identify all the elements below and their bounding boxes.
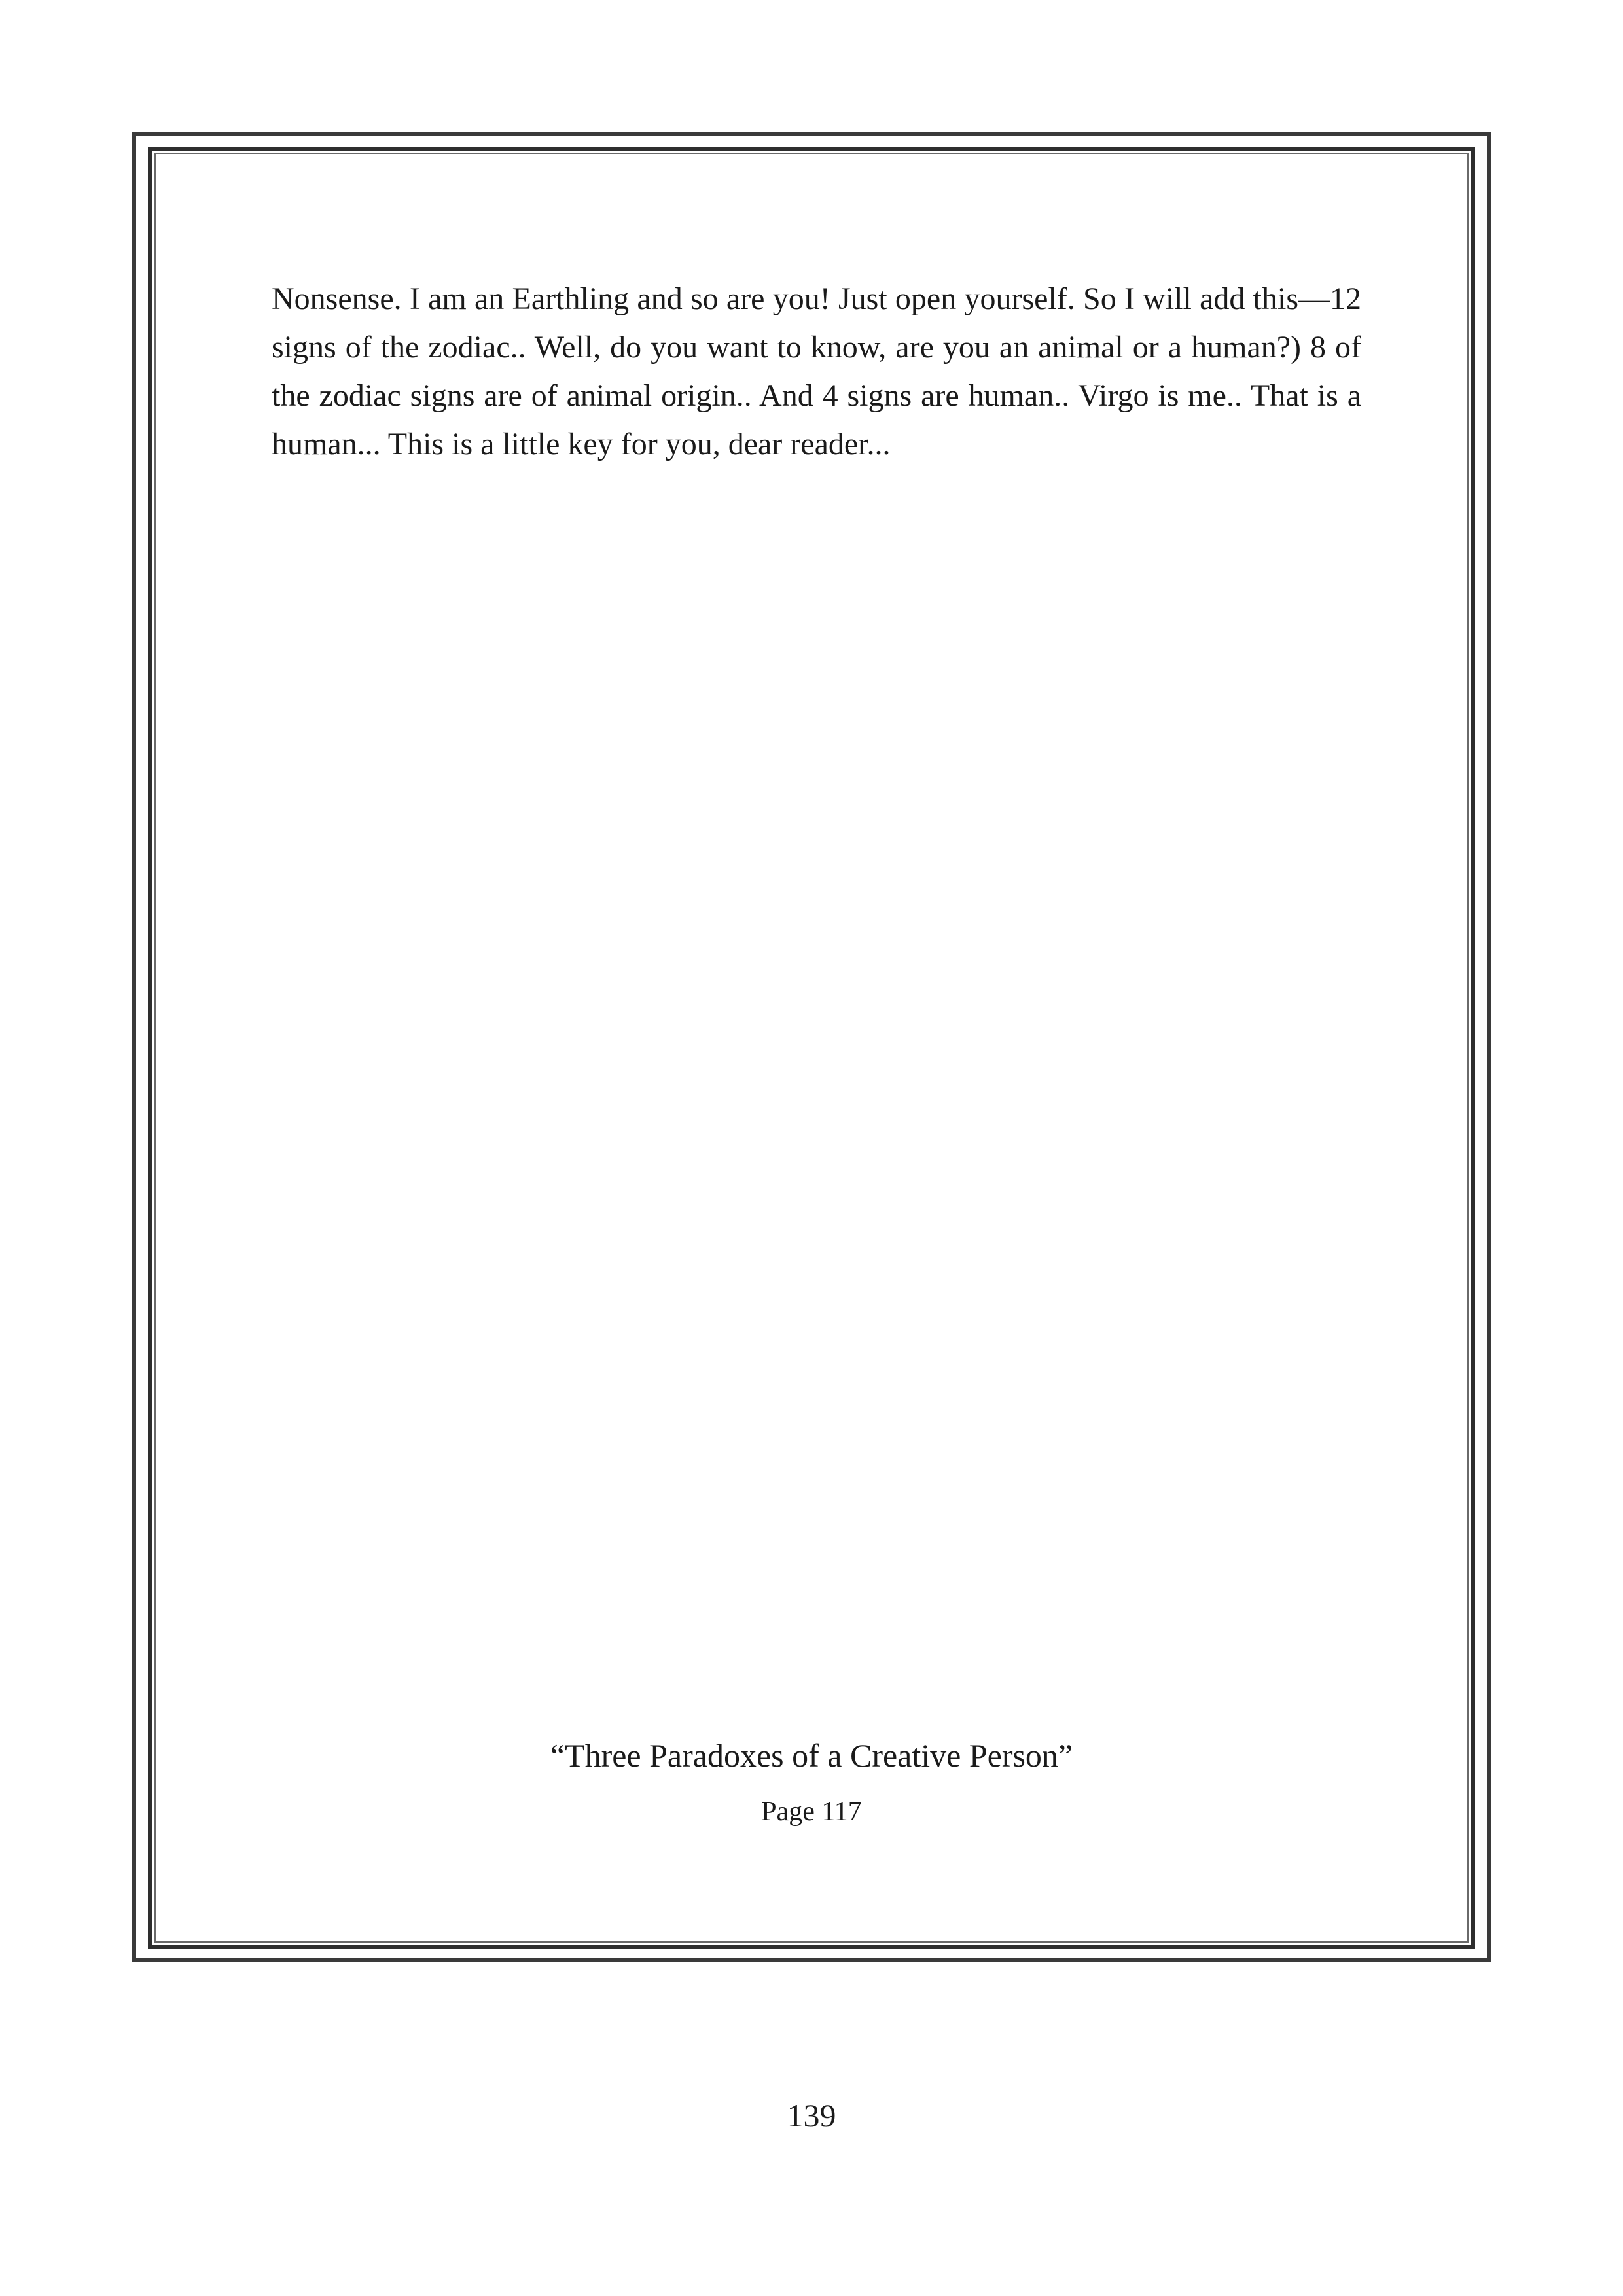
body-paragraph: Nonsense. I am an Earthling and so are you! Just open yourself. So I will add this—12 signs of the zodiac.. Well, do you want to know, are you an animal or a human?) 8 of the zodiac signs are of animal origin.. And 4 signs are human.. Virgo is me.. That is a human... This is a little key for you, dear reader... <box>272 281 1361 461</box>
book-title: “Three Paradoxes of a Creative Person” <box>550 1737 1073 1774</box>
page-number: 139 <box>787 2097 836 2134</box>
book-page-reference: Page 117 <box>761 1797 862 1827</box>
